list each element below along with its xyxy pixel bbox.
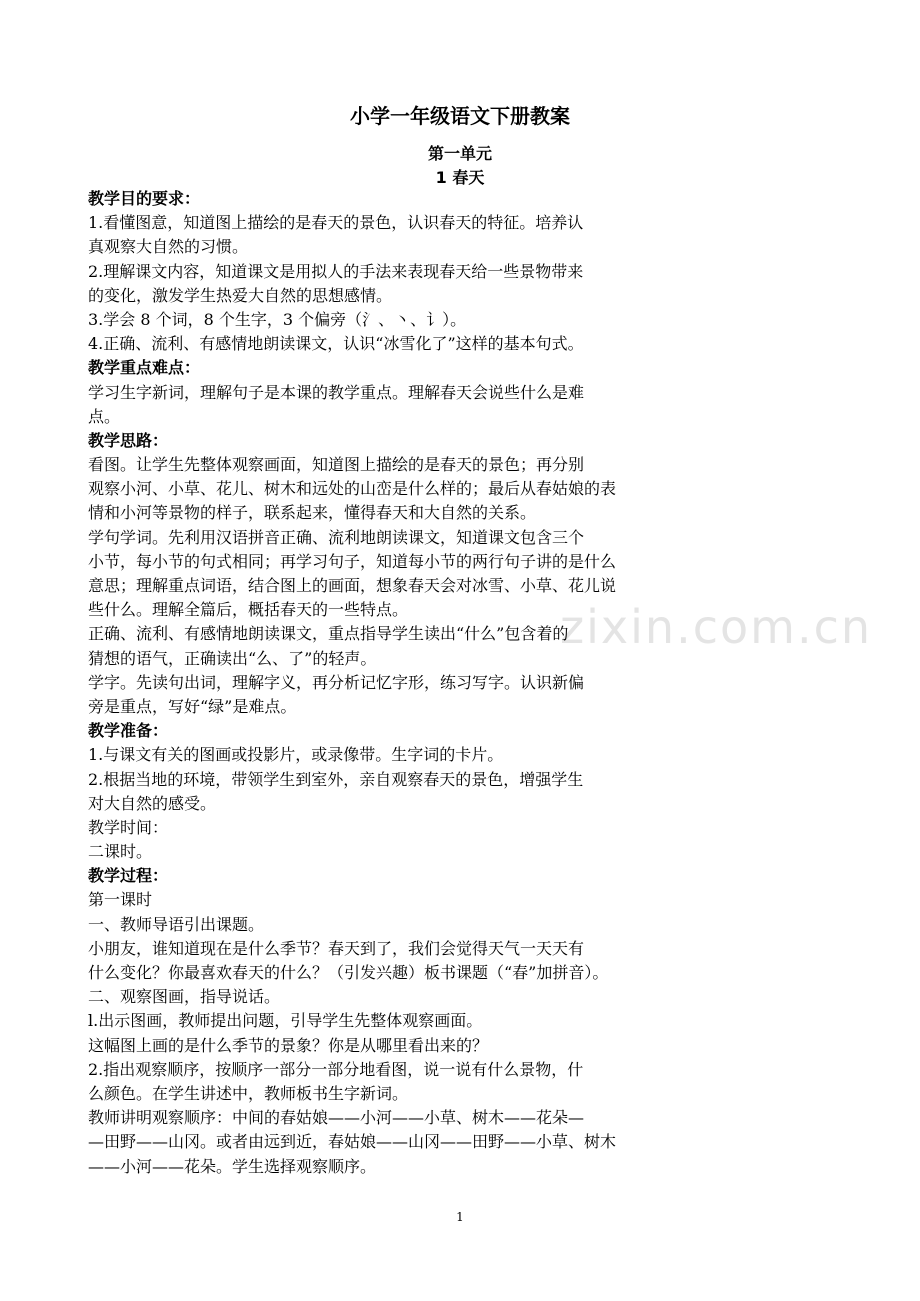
section-heading: 教学重点难点： <box>88 358 201 378</box>
text-line: ——小河——花朵。学生选择观察顺序。 <box>88 1156 377 1176</box>
document-body <box>88 187 708 1179</box>
lesson-heading: 1 春天 <box>435 168 485 187</box>
section-heading: 教学过程： <box>88 866 169 886</box>
text-line: 猜想的语气，正确读出“么、了”的轻声。 <box>88 648 377 668</box>
text-line: l.出示图画，教师提出问题，引导学生先整体观察画面。 <box>88 1011 483 1031</box>
text-line: 点。 <box>88 406 121 426</box>
text-line: 小节，每小节的句式相同；再学习句子，知道每小节的两行句子讲的是什么 <box>88 551 617 571</box>
text-line: 第一课时 <box>88 890 153 910</box>
text-line: 1.与课文有关的图画或投影片，或录像带。生字词的卡片。 <box>88 745 504 765</box>
section-heading: 教学准备： <box>88 721 169 741</box>
text-line: 2.根据当地的环境，带领学生到室外，亲自观察春天的景色，增强学生 <box>88 769 584 789</box>
text-line: 真观察大自然的习惯。 <box>88 237 249 257</box>
text-line: 观察小河、小草、花儿、树木和远处的山峦是什么样的；最后从春姑娘的表 <box>88 479 617 499</box>
text-line: 学句学词。先利用汉语拼音正确、流利地朗读课文，知道课文包含三个 <box>88 527 585 547</box>
text-line: 看图。让学生先整体观察画面，知道图上描绘的是春天的景色；再分别 <box>88 455 585 475</box>
text-line: 正确、流利、有感情地朗读课文，重点指导学生读出“什么”包含着的 <box>88 624 569 644</box>
text-line: 小朋友，谁知道现在是什么季节？春天到了，我们会觉得天气一天天有 <box>88 938 585 958</box>
document-title: 小学一年级语文下册教案 <box>350 104 570 128</box>
text-line: 2.理解课文内容，知道课文是用拟人的手法来表现春天给一些景物带来 <box>88 261 584 281</box>
text-line: 这幅图上画的是什么季节的景象？你是从哪里看出来的？ <box>88 1035 489 1055</box>
text-line: —田野——山冈。或者由远到近，春姑娘——山冈——田野——小草、树木 <box>88 1132 617 1152</box>
section-heading: 教学目的要求： <box>88 189 201 208</box>
unit-heading: 第一单元 <box>427 144 492 163</box>
watermark: zixin.com.cn <box>560 600 873 654</box>
text-line: 意思；理解重点词语，结合图上的画面，想象春天会对冰雪、小草、花儿说 <box>88 576 617 595</box>
text-line: 学字。先读句出词，理解字义，再分析记忆字形，练习写字。认识新偏 <box>88 672 585 692</box>
text-line: 1.看懂图意，知道图上描绘的是春天的景色，认识春天的特征。培养认 <box>88 213 584 233</box>
text-line: 么颜色。在学生讲述中，教师板书生字新词。 <box>88 1083 409 1103</box>
text-line: 学习生字新词，理解句子是本课的教学重点。理解春天会说些什么是难 <box>88 382 585 402</box>
text-line: 教师讲明观察顺序：中间的春姑娘——小河——小草、树木——花朵— <box>88 1108 585 1128</box>
text-line: 旁是重点，写好“绿”是难点。 <box>88 696 297 716</box>
text-line: 4.正确、流利、有感情地朗读课文，认识“冰雪化了”这样的基本句式。 <box>88 334 584 354</box>
text-line: 什么变化？你最喜欢春天的什么？（引发兴趣）板书课题（“春”加拼音）。 <box>88 963 609 982</box>
text-line: 的变化，激发学生热爱大自然的思想感情。 <box>88 285 393 305</box>
text-line: 一、教师导语引出课题。 <box>88 914 265 934</box>
text-line: 2.指出观察顺序，按顺序一部分一部分地看图，说一说有什么景物，什 <box>88 1059 584 1079</box>
text-line: 教学时间： <box>88 817 169 837</box>
section-heading: 教学思路： <box>88 430 169 450</box>
page-number: 1 <box>456 1210 464 1224</box>
text-line: 3.学会 8 个词，8 个生字，3 个偏旁（氵、丶、讠）。 <box>88 309 467 329</box>
text-line: 对大自然的感受。 <box>88 793 217 813</box>
text-line: 二课时。 <box>88 842 153 862</box>
text-line: 些什么。理解全篇后，概括春天的一些特点。 <box>88 600 409 620</box>
text-line: 二、观察图画，指导说话。 <box>88 987 281 1007</box>
text-line: 情和小河等景物的样子，联系起来，懂得春天和大自然的关系。 <box>88 503 537 523</box>
